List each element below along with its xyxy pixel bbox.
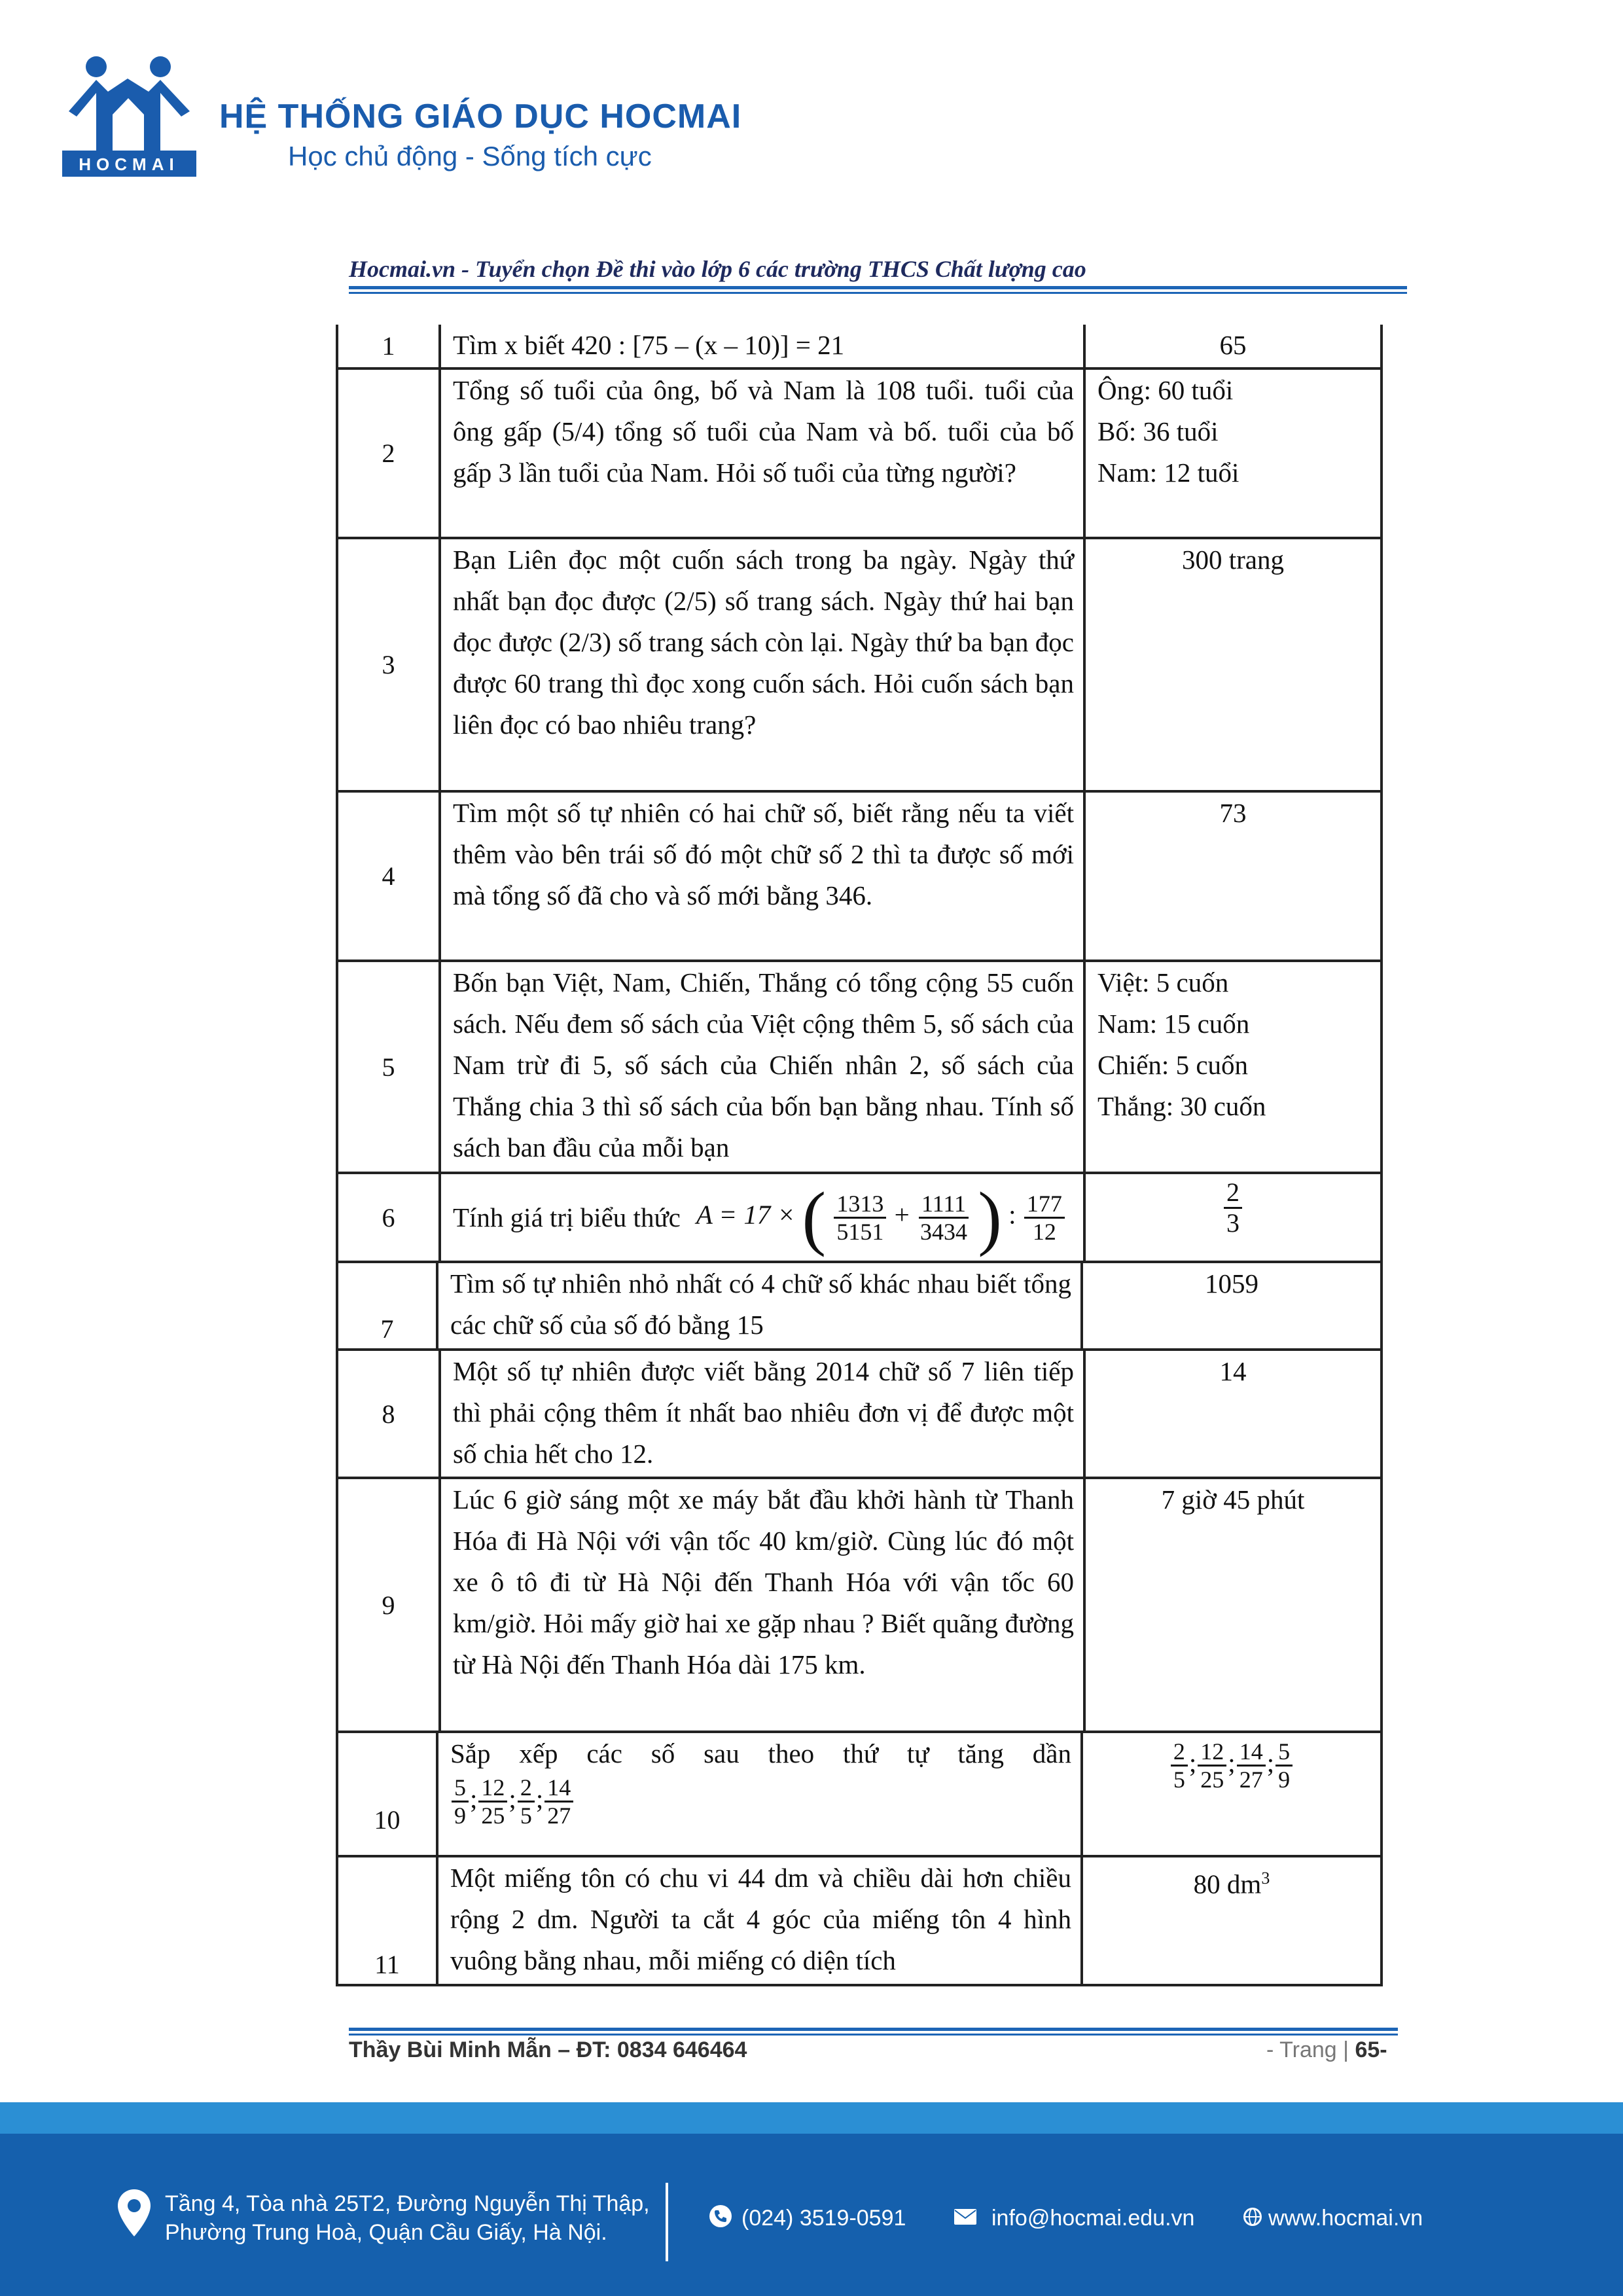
colon-sign: :: [1008, 1199, 1016, 1230]
row-number: 4: [338, 793, 441, 960]
row-number: 1: [338, 325, 441, 367]
answer-cell: [1086, 962, 1380, 1172]
table-row: [336, 962, 1383, 1174]
question-text: Bốn bạn Việt, Nam, Chiến, Thắng có tổng cộng 55 cuốn sách. Nếu đem số sách của Việt cộng thêm 5, số sách của Nam trừ đi 5, số sách của Chiến nhân 2, số sách của Thắng chia 3 thì số sách của bốn bạn bằng nhau. Tính số sách ban đầu của mỗi bạn: [441, 962, 1086, 1172]
header-rule: [349, 286, 1407, 289]
answer-line: Nam: 15 cuốn: [1097, 1009, 1250, 1039]
phone-icon: [709, 2204, 732, 2231]
answer-text: 1059: [1205, 1268, 1258, 1299]
fraction: $\frac{177}{12}$: [1024, 1191, 1065, 1245]
question-text: Một miếng tôn có chu vi 44 dm và chiều dài hơn chiều rộng 2 dm. Người ta cắt 4 góc của miếng tôn 4 hình vuông bằng nhau, mỗi miếng có diện tích: [438, 1857, 1083, 1984]
brand-title: HỆ THỐNG GIÁO DỤC HOCMAI: [219, 98, 742, 135]
page-number: - Trang | 65-: [1266, 2037, 1387, 2062]
answer-line: Thắng: 30 cuốn: [1097, 1091, 1266, 1121]
table-row: [336, 1351, 1383, 1479]
answer-text: 14: [1219, 1356, 1247, 1386]
answer-line: Nam: 12 tuổi: [1097, 457, 1240, 488]
fraction: $\frac{14}{27}$: [1237, 1738, 1266, 1793]
fraction: $\frac{2}{5}$: [1171, 1738, 1188, 1793]
fraction: $\frac{1313}{5151}$: [834, 1191, 886, 1245]
logo-text: HOCMAI: [79, 154, 179, 174]
answer-line: Chiến: 5 cuốn: [1097, 1050, 1249, 1080]
fraction: $\frac{1111}{3434}$: [920, 1190, 968, 1245]
location-pin-icon: [118, 2189, 151, 2240]
footer-band-light: [0, 2102, 1623, 2134]
question-text: Tìm một số tự nhiên có hai chữ số, biết rằng nếu ta viết thêm vào bên trái số đó một chữ số 2 thì ta được số mới mà tổng số đã cho và số mới bằng 346.: [441, 793, 1086, 960]
fraction: $\frac{12}{25}$: [1198, 1738, 1226, 1793]
header-rule: [349, 292, 1407, 294]
fraction: $\frac{12}{25}$: [478, 1774, 507, 1829]
question-cell: [441, 1174, 1086, 1261]
table-row: [336, 1857, 1383, 1986]
email-icon: [954, 2209, 976, 2228]
plus-sign: +: [894, 1199, 910, 1230]
fraction: $\frac{5}{9}$: [452, 1774, 469, 1829]
footer-phone[interactable]: (024) 3519-0591: [741, 2206, 906, 2231]
answer-line: Việt: 5 cuốn: [1097, 967, 1229, 997]
answer-cell: [1083, 1857, 1380, 1984]
row-number: 3: [338, 539, 441, 790]
question-text: Tìm x biết 420 : [75 – (x – 10)] = 21: [441, 325, 1086, 367]
answer-text: 73: [1219, 798, 1247, 828]
row-number: 11: [338, 1857, 438, 1984]
row-number: 2: [338, 370, 441, 537]
row-number: 7: [338, 1263, 438, 1348]
table-row: [336, 370, 1383, 539]
table-row: [336, 793, 1383, 962]
question-text: Tính giá trị biểu thức: [453, 1202, 681, 1232]
footer-rule: [349, 2034, 1398, 2036]
table-row: [336, 325, 1383, 370]
answer-cell: [1086, 1174, 1380, 1261]
answer-cell: $\frac{2}{5}$ ; $\frac{12}{25}$ ; $\frac{14}{27}$ ; $\frac{5}{9}$: [1083, 1733, 1380, 1855]
footer-author: Thầy Bùi Minh Mẫn – ĐT: 0834 646464: [349, 2037, 747, 2062]
footer-divider: [666, 2183, 668, 2261]
answer-text: 7 giờ 45 phút: [1161, 1484, 1305, 1515]
answer-line: Ông: 60 tuổi: [1097, 375, 1234, 405]
answer-text: 65: [1219, 330, 1247, 360]
table-row: [336, 1263, 1383, 1351]
footer-address: Tầng 4, Tòa nhà 25T2, Đường Nguyễn Thị Thập, Phường Trung Hoà, Quận Cầu Giấy, Hà Nội.: [165, 2191, 650, 2245]
question-text: Bạn Liên đọc một cuốn sách trong ba ngày. Ngày thứ nhất bạn đọc được (2/5) số trang sách. Ngày thứ hai bạn đọc được (2/3) số trang sách còn lại. Ngày thứ ba bạn đọc được 60 trang thì đọc xong cuốn sách. Hỏi cuốn sách bạn liên đọc có bao nhiêu trang?: [441, 539, 1086, 790]
answer-cell: [1086, 370, 1380, 537]
row-number: 9: [338, 1479, 441, 1731]
footer-rule: [349, 2028, 1398, 2031]
table-row: [336, 1174, 1383, 1263]
table-row: [336, 1733, 1383, 1857]
expr-lhs: A = 17 ×: [696, 1199, 796, 1230]
answer-superscript: 3: [1261, 1869, 1270, 1888]
answer-line: Bố: 36 tuổi: [1097, 416, 1219, 446]
footer-website[interactable]: www.hocmai.vn: [1268, 2206, 1423, 2231]
answer-fraction: $\frac{2}{3}$: [1224, 1178, 1242, 1238]
row-number: 10: [338, 1733, 438, 1855]
row-number: 6: [338, 1174, 441, 1261]
answer-text: 300 trang: [1182, 545, 1284, 575]
fraction: $\frac{14}{27}$: [544, 1774, 573, 1829]
row-number: 8: [338, 1351, 441, 1477]
fraction: $\frac{2}{5}$: [518, 1774, 535, 1829]
fraction: $\frac{5}{9}$: [1275, 1738, 1293, 1793]
answer-text: 80 dm: [1193, 1869, 1262, 1899]
globe-icon: [1243, 2208, 1262, 2229]
question-text: Lúc 6 giờ sáng một xe máy bắt đầu khởi hành từ Thanh Hóa đi Hà Nội với vận tốc 40 km/giờ. Cùng lúc đó một xe ô tô đi từ Hà Nội đến Thanh Hóa với vận tốc 60 km/giờ. Hỏi mấy giờ hai xe gặp nhau ? Biết quãng đường từ Hà Nội đến Thanh Hóa dài 175 km.: [441, 1479, 1086, 1731]
question-text: Sắp xếp các số sau theo thứ tự tăng dần: [450, 1738, 1071, 1768]
footer-email[interactable]: info@hocmai.edu.vn: [991, 2206, 1195, 2231]
hocmai-logo: [62, 52, 196, 177]
running-header: Hocmai.vn - Tuyển chọn Đề thi vào lớp 6 các trường THCS Chất lượng cao: [349, 256, 1086, 282]
row-number: 5: [338, 962, 441, 1172]
question-table: [336, 325, 1383, 1986]
question-text: Một số tự nhiên được viết bằng 2014 chữ số 7 liên tiếp thì phải cộng thêm ít nhất bao nhiêu đơn vị để được một số chia hết cho 12.: [441, 1351, 1086, 1477]
fraction-list: $\frac{5}{9}$ ; $\frac{12}{25}$ ; $\frac{2}{5}$ ; $\frac{14}{27}$: [450, 1774, 1071, 1829]
math-expression: [696, 1177, 1066, 1257]
paren-close: ): [978, 1177, 1002, 1257]
table-row: [336, 1479, 1383, 1733]
question-text: Tổng số tuổi của ông, bố và Nam là 108 tuổi. tuổi của ông gấp (5/4) tổng số tuổi của Nam và bố. tuổi của bố gấp 3 lần tuổi của Nam. Hỏi số tuổi của từng người?: [441, 370, 1086, 537]
question-text: Tìm số tự nhiên nhỏ nhất có 4 chữ số khác nhau biết tổng các chữ số của số đó bằng 15: [438, 1263, 1083, 1348]
table-row: [336, 539, 1383, 793]
paren-open: (: [802, 1177, 827, 1257]
question-cell: [438, 1733, 1083, 1855]
brand-slogan: Học chủ động - Sống tích cực: [288, 141, 652, 171]
